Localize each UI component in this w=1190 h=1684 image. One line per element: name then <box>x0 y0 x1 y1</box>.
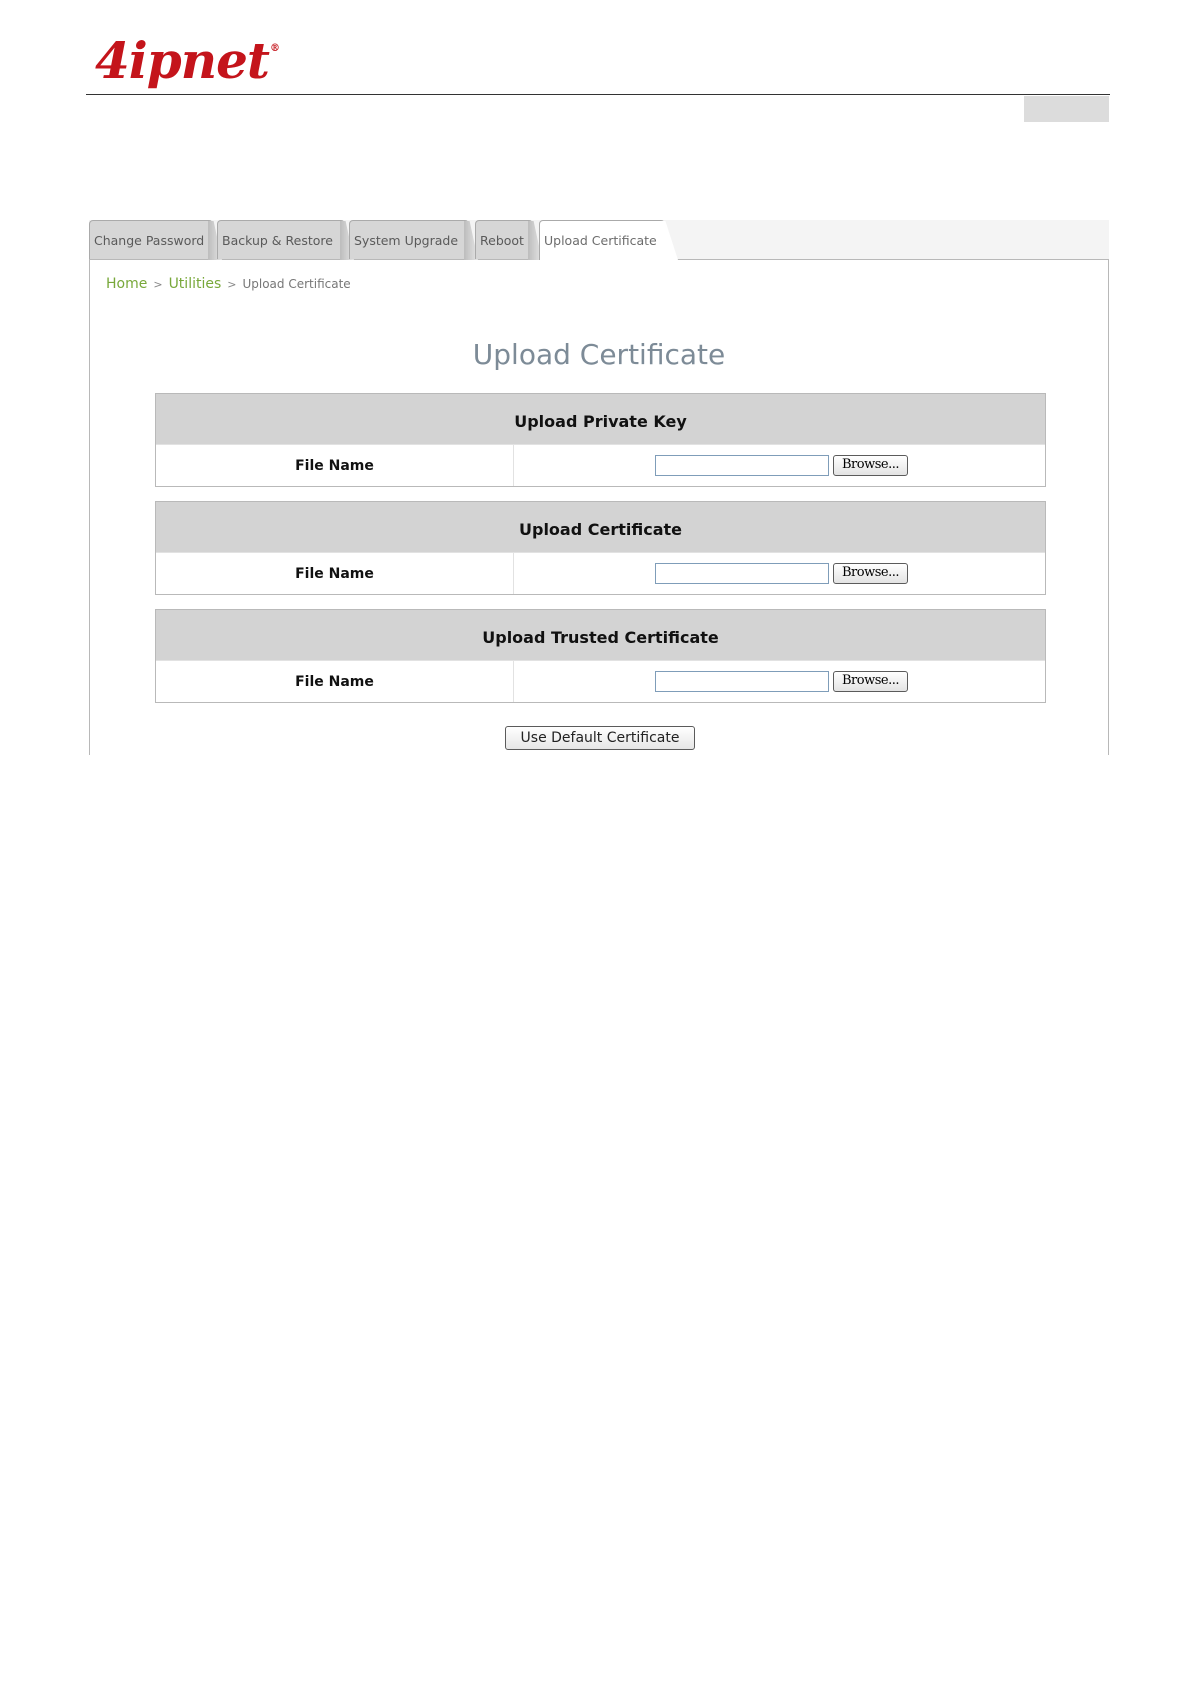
certificate-browse-button[interactable]: Browse... <box>833 563 908 584</box>
file-value-cell <box>514 661 1045 702</box>
tab-strip <box>89 220 1109 259</box>
tab-label: System Upgrade <box>354 233 459 248</box>
file-name-label: File Name <box>156 553 514 594</box>
section-title: Upload Private Key <box>156 394 1045 444</box>
upload-trusted-certificate-section <box>155 609 1046 703</box>
use-default-certificate-button[interactable]: Use Default Certificate <box>505 726 695 750</box>
upload-private-key-section <box>155 393 1046 487</box>
page-title: Upload Certificate <box>472 338 726 371</box>
section-title: Upload Certificate <box>156 502 1045 552</box>
trusted-certificate-browse-button[interactable]: Browse... <box>833 671 908 692</box>
tab-backup-restore[interactable] <box>217 220 345 259</box>
tab-change-password[interactable] <box>89 220 213 259</box>
tab-label: Change Password <box>94 233 205 248</box>
file-name-label: File Name <box>156 661 514 702</box>
breadcrumb-utilities-link[interactable]: Utilities <box>168 276 222 292</box>
tab-label: Reboot <box>480 233 524 248</box>
tab-reboot[interactable] <box>475 220 533 259</box>
brand-logo <box>95 31 280 90</box>
file-value-cell <box>514 553 1045 594</box>
private-key-browse-button[interactable]: Browse... <box>833 455 908 476</box>
logo-text: 4ipnet <box>95 31 270 90</box>
tab-upload-certificate[interactable] <box>539 220 665 260</box>
file-value-cell <box>514 445 1045 486</box>
registered-mark: ® <box>270 43 280 54</box>
content-panel <box>89 259 1109 755</box>
file-row <box>156 552 1045 594</box>
breadcrumb-separator: > <box>227 278 237 291</box>
header-divider <box>86 94 1110 95</box>
breadcrumb-separator: > <box>153 278 163 291</box>
certificate-file-input[interactable] <box>655 563 829 584</box>
breadcrumb-home-link[interactable]: Home <box>106 276 148 292</box>
header-shade-block <box>1024 96 1109 122</box>
file-row <box>156 444 1045 486</box>
file-name-label: File Name <box>156 445 514 486</box>
tab-system-upgrade[interactable] <box>349 220 469 259</box>
breadcrumb <box>106 276 351 292</box>
tab-label: Upload Certificate <box>544 233 657 248</box>
trusted-certificate-file-input[interactable] <box>655 671 829 692</box>
section-title: Upload Trusted Certificate <box>156 610 1045 660</box>
upload-certificate-section <box>155 501 1046 595</box>
private-key-file-input[interactable] <box>655 455 829 476</box>
breadcrumb-current: Upload Certificate <box>242 277 351 291</box>
tab-label: Backup & Restore <box>222 233 333 248</box>
file-row <box>156 660 1045 702</box>
